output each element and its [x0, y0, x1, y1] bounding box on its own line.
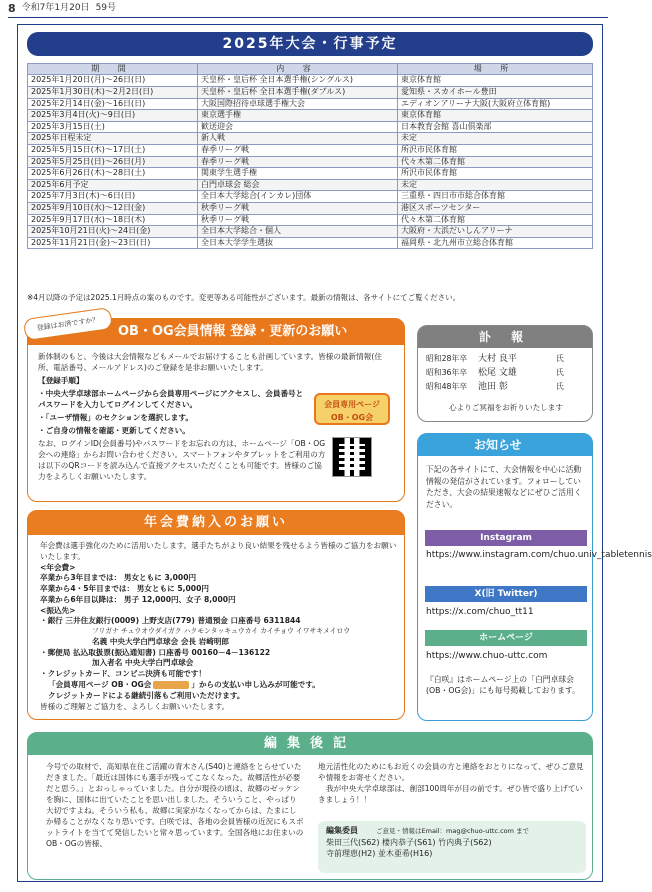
card-info: ・クレジットカード、コンビニ決済も可能です！	[40, 669, 206, 679]
schedule-cell: 2025年10月21日(火)～24日(金)	[28, 226, 198, 238]
fee-closing: 皆様のご理解とご協力を、よろしくお願いいたします。	[40, 701, 230, 711]
editorial-right-text	[318, 761, 584, 805]
fee-body	[40, 541, 398, 712]
schedule-note: ※4月以降の予定は2025.1月時点の案のものです。変更等ある可能性がございます。最新の情報は、各サイトにてご覧ください。	[27, 293, 461, 302]
schedule-cell: 歓送迎会	[198, 121, 398, 133]
obog-footer: なお、ログインID(会員番号)やパスワードをお忘れの方は、ホームページ「OB・OG会への連絡」からお問い合わせください。スマートフォンやタブレットをご利用の方は以下のQRコードを読み込んで直接アクセスいただくことも可能です。皆様のご協力をよろしくお願いいたします。	[38, 439, 326, 481]
schedule-row	[28, 144, 593, 156]
column-header: 内 容	[198, 64, 398, 75]
schedule-row	[28, 237, 593, 249]
schedule-row	[28, 214, 593, 226]
obituary-title: 訃 報	[418, 326, 592, 348]
schedule-table	[27, 63, 593, 249]
card-member-page	[40, 680, 398, 691]
fee-amount: 卒業から4・5年目までは： 男女ともに 5,000円	[40, 584, 209, 594]
schedule-cell: 春季リーグ戦	[198, 156, 398, 168]
obog-section	[27, 315, 405, 502]
schedule-cell: 関東学生選手権	[198, 168, 398, 180]
payee-label: <振込先>	[40, 605, 76, 615]
fee-intro: 年会費は選手強化のために活用いたします。選手たちがより良い結果を残せるよう皆様のご協力をお願いいたします。	[40, 541, 397, 561]
obituary-closing: 心よりご冥福をお祈りいたします	[449, 403, 563, 412]
schedule-cell: 2025年6月26日(木)～28日(土)	[28, 168, 198, 180]
obituary-row	[426, 381, 586, 395]
schedule-cell: 福岡県・北九州市立総合体育館	[398, 237, 593, 249]
schedule-row	[28, 168, 593, 180]
schedule-row	[28, 121, 593, 133]
schedule-cell: 2025年11月21日(金)～23日(日)	[28, 237, 198, 249]
schedule-cell: 港区スポーツセンター	[398, 202, 593, 214]
notice-title: お知らせ	[418, 434, 592, 456]
obog-title: OB・OG会員情報 登録・更新のお願い	[28, 319, 404, 345]
fee-amount: 卒業から3年目までは： 男女ともに 3,000円	[40, 573, 197, 583]
instagram-label: Instagram	[425, 530, 587, 546]
postal-account: ・郵便局 払込取扱票(振込通知書) 口座番号 00160－4－136122	[40, 647, 271, 657]
editors-box	[318, 821, 586, 873]
schedule-cell: 大阪国際招待卓球選手権大会	[198, 98, 398, 110]
card-member-page-text: 「会員専用ページ OB・OG会	[48, 680, 152, 690]
schedule-cell: 新人戦	[198, 133, 398, 145]
schedule-row	[28, 86, 593, 98]
fee-amount-label: <年会費>	[40, 562, 76, 572]
schedule-cell: 三重県・四日市市総合体育館	[398, 191, 593, 203]
schedule-cell: 白門卓球会 総会	[198, 179, 398, 191]
schedule-cell: 大阪府・大浜だいしんアリーナ	[398, 226, 593, 238]
bank-furigana: フリガナ チュウオウダイガク ハクモンタッキュウカイ カイチョウ イワサキメイロウ	[92, 627, 351, 636]
notice-section	[417, 433, 652, 721]
obituary-honor: 氏	[556, 367, 564, 377]
obituary-row	[426, 367, 586, 381]
schedule-row	[28, 156, 593, 168]
editorial-section	[27, 732, 593, 880]
schedule-cell: 代々木第二体育館	[398, 214, 593, 226]
editorial-left-text: 今号での取材で、高知県在住ご活躍の青木さん(S40)と連絡をとらせていただきました。「最近は国体にも選手が残ってこなくなった。故郷活性が必要だと思う。」とおっしゃっていました。自分が現役の頃は、故郷のゼッケンを胸に、国体に出ていたことを思い出しました。そういうこと、やっぱり大切ですよね。そういう私も、故郷に実家がなくなってからは、たまにしか帰ることがなくなり恐いです。白咲では、各地の会員皆様の近況にもスポットライトを当てて発信したいと常々思っています。全国各地にお住まいのOB・OGの皆様、	[46, 762, 304, 848]
obituary-row	[426, 353, 586, 367]
schedule-row	[28, 98, 593, 110]
schedule-cell: 未定	[398, 133, 593, 145]
page-number: 8	[8, 1, 16, 15]
notice-body: 下記の各サイトにて、大会情報を中心に活動情報の発信がされています。フォローしていただき、大会の結果速報などにぜひご活用ください。	[426, 465, 582, 510]
schedule-cell: 全日本大学学生選抜	[198, 237, 398, 249]
member-page-button[interactable]: 会員専用ページ OB・OG会	[314, 393, 390, 425]
schedule-cell: 日本教育会館 喜山倶楽部	[398, 121, 593, 133]
editorial-right-2: 我が中央大学卓球部は、創部100周年が目の前です。ぜひ皆で盛り上げていきましょう！！	[318, 784, 583, 804]
header-rule	[8, 17, 608, 18]
obituary-name: 池田 彰	[478, 381, 508, 392]
schedule-cell: エディオンアリーナ大阪(大阪府立体育館)	[398, 98, 593, 110]
schedule-cell: 代々木第二体育館	[398, 156, 593, 168]
bank-holder: 名義 中央大学白門卓球会 会長 岩崎明郎	[92, 636, 230, 646]
schedule-cell: 2025年5月25日(日)～26日(月)	[28, 156, 198, 168]
card-recurring: クレジットカードによる継続引落もご利用いただけます。	[48, 690, 245, 700]
schedule-cell: 秋季リーグ戦	[198, 202, 398, 214]
fee-amount: 卒業から6年目以降は： 男子 12,000円、女子 8,000円	[40, 594, 236, 604]
schedule-cell: 2025年9月10日(水)～12日(金)	[28, 202, 198, 214]
issue-date: 令和7年1月20日	[21, 3, 90, 14]
schedule-cell: 全日本大学総合・個人	[198, 226, 398, 238]
schedule-cell: 所沢市民体育館	[398, 168, 593, 180]
obituary-section	[417, 325, 593, 422]
obog-tag: 登録はお済ですか？	[23, 307, 113, 341]
schedule-cell: 全日本大学総合(インカレ)団体	[198, 191, 398, 203]
schedule-cell: 春季リーグ戦	[198, 144, 398, 156]
homepage-label: ホームページ	[425, 630, 587, 646]
schedule-cell: 2025年日程未定	[28, 133, 198, 145]
schedule-cell: 2025年2月14日(金)～16日(日)	[28, 98, 198, 110]
qr-code-icon[interactable]	[332, 437, 372, 477]
obituary-name: 大村 良平	[478, 354, 517, 364]
postal-holder: 加入者名 中央大学白門卓球会	[92, 658, 194, 668]
obituary-year: 昭和36年卒	[426, 367, 468, 377]
obituary-honor: 氏	[556, 354, 564, 363]
column-header: 期 間	[28, 64, 198, 75]
obituary-year: 昭和48年卒	[426, 381, 468, 391]
schedule-title: 2025年大会・行事予定	[27, 32, 593, 56]
notice-footer: 『白咲』はホームページ上の「白門卓球会(OB・OG会)」にも毎号掲載しております。	[426, 675, 580, 696]
page-header	[8, 2, 116, 16]
schedule-cell: 愛知県・スカイホール豊田	[398, 86, 593, 98]
editors-names: 柴田三代(S62) 棲内恭子(S61) 竹内典子(S62)	[326, 837, 492, 847]
schedule-row	[28, 75, 593, 87]
schedule-header-row	[28, 64, 593, 75]
editorial-right-1: 地元活性化のためにもお近くの会員の方と連絡をおとりになって、ぜひご意見や情報をお寄せください。	[318, 762, 584, 782]
homepage-link[interactable]: https://www.chuo-uttc.com	[426, 651, 548, 661]
card-member-page-text-2: 」からの支払い申し込みが可能です。	[191, 680, 320, 690]
obog-step: ・「ユーザ情報」のセクションを選択します。	[38, 413, 193, 422]
schedule-cell: 未定	[398, 179, 593, 191]
editorial-title: 編集後記	[28, 733, 592, 755]
schedule-cell: 東京体育館	[398, 110, 593, 122]
editors-label: 編集委員	[326, 826, 358, 835]
schedule-row	[28, 179, 593, 191]
payment-badge-icon	[153, 681, 189, 689]
obog-step: ・中央大学卓球部ホームページから会員専用ページにアクセスし、会員番号とパスワードを入力してログインしてください。	[38, 389, 304, 409]
obog-intro: 新体制のもと、今後は大会情報などもメールでお届けすることも計画しています。皆様の最新情報(住所、電話番号、メールアドレス)のご登録を是非お願いいたします。	[38, 352, 382, 372]
issue-number: 59号	[95, 3, 117, 14]
column-header: 場 所	[398, 64, 593, 75]
editors-names: 寺前理恵(H2) 並木亜希(H16)	[326, 849, 433, 859]
x-link[interactable]: https://x.com/chuo_tt11	[426, 607, 534, 617]
schedule-cell: 秋季リーグ戦	[198, 214, 398, 226]
editors-email: ご意見・情報はEmail：mag@chuo-uttc.com まで	[376, 827, 530, 835]
schedule-cell: 東京選手権	[198, 110, 398, 122]
schedule-cell: 2025年7月3日(木)～6日(日)	[28, 191, 198, 203]
obog-step: ・ご自身の情報を確認・更新してください。	[38, 426, 190, 435]
obituary-year: 昭和28年卒	[426, 354, 468, 363]
schedule-row	[28, 133, 593, 145]
obog-steps-label: 【登録手順】	[38, 376, 84, 385]
schedule-cell: 2025年6月予定	[28, 179, 198, 191]
schedule-row	[28, 191, 593, 203]
schedule-cell: 2025年1月30日(木)～2月2日(日)	[28, 86, 198, 98]
bank-account: ・銀行 三井住友銀行(0009) 上野支店(779) 普通預金 口座番号 6311844	[40, 616, 301, 626]
schedule-row	[28, 202, 593, 214]
schedule-cell: 天皇杯・皇后杯 全日本選手権(シングルス)	[198, 75, 398, 87]
schedule-row	[28, 110, 593, 122]
x-label: X(旧 Twitter)	[425, 586, 587, 602]
fee-section	[27, 510, 405, 720]
schedule-cell: 2025年5月15日(木)～17日(土)	[28, 144, 198, 156]
obituary-list	[426, 353, 586, 395]
obituary-honor: 氏	[556, 381, 564, 391]
schedule-cell: 東京体育館	[398, 75, 593, 87]
obituary-name: 松尾 文雄	[478, 367, 517, 378]
schedule-cell: 2025年9月17日(水)～18日(木)	[28, 214, 198, 226]
instagram-link[interactable]: https://www.instagram.com/chuo.univ_tabletennis	[426, 550, 652, 560]
schedule-cell: 2025年3月15日(土)	[28, 121, 198, 133]
schedule-row	[28, 226, 593, 238]
schedule-cell: 2025年3月4日(火)～9日(日)	[28, 110, 198, 122]
schedule-cell: 所沢市民体育館	[398, 144, 593, 156]
fee-title: 年会費納入のお願い	[28, 511, 404, 535]
schedule-cell: 2025年1月20日(月)～26日(日)	[28, 75, 198, 87]
schedule-cell: 天皇杯・皇后杯 全日本選手権(ダブルス)	[198, 86, 398, 98]
